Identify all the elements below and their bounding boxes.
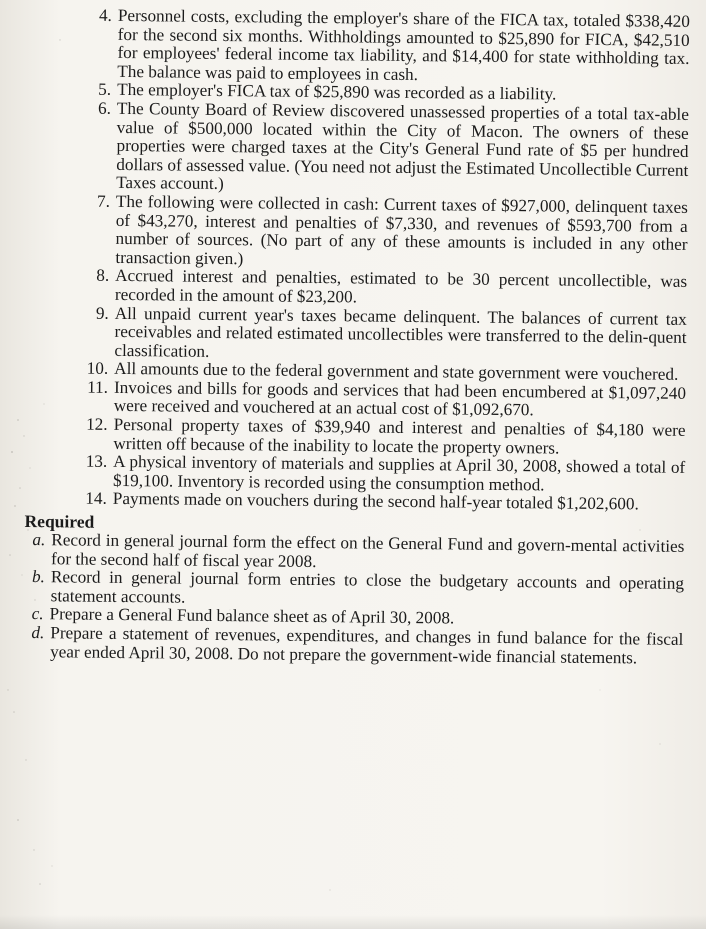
required-letter: a. <box>32 530 46 550</box>
problem-text-block <box>23 6 690 668</box>
problem-text: Invoices and bills for goods and services that had been encumbered at $1,097,240 were received and vouchered at an actual cost of $1,092,670. <box>113 377 687 420</box>
required-item-d <box>23 624 683 668</box>
problem-number: 12. <box>86 414 108 434</box>
problem-number: 10. <box>86 358 109 379</box>
problem-item-7 <box>27 192 688 273</box>
problem-item-6 <box>28 99 689 199</box>
problem-number: 6. <box>97 98 112 118</box>
required-letter: b. <box>31 567 46 587</box>
problem-number: 13. <box>85 451 108 472</box>
required-heading: Required <box>24 511 95 532</box>
problem-text: A physical inventory of materials and supplies at April 30, 2008, showed a total of $19,100. Inventory is recorded using the consumption method. <box>112 452 686 495</box>
problem-number: 8. <box>96 266 110 286</box>
problem-number: 7. <box>96 191 111 211</box>
required-text: Prepare a statement of revenues, expenditures, and changes in fund balance for the fiscal year ended April 30, 2008. Do not prepare the government-wide financial statements. <box>50 623 684 667</box>
problem-item-4 <box>29 6 690 87</box>
problem-number: 5. <box>98 80 112 100</box>
problem-text: The County Board of Review discovered unassessed properties of a total tax-able value of $500,000 located within the City of Macon. The owners of these properties were charged taxes at the City's General Fund rate of $5 per hundred dollars of assessed value. (You need not adjust the Estimated Uncollectible Current Taxes account.) <box>116 98 690 194</box>
problem-number: 4. <box>98 5 113 25</box>
problem-text: Personal property taxes of $39,940 and interest and penalties of $4,180 were written off because of the inability to locate the property owners. <box>113 414 686 458</box>
problem-text: The employer's FICA tax of $25,890 was recorded as a liability. <box>117 80 557 104</box>
required-text: Record in general journal form the effect on the General Fund and govern-mental activities for the second half of fiscal year 2008. <box>51 530 685 571</box>
problem-item-9 <box>26 303 687 366</box>
problem-text: The following were collected in cash: Current taxes of $927,000, delinquent taxes of $43,270, interest and penalties of $7,330, and revenues of $593,700 from a number of sources. (No part of any of these amounts is included in any other transaction given.) <box>115 191 689 268</box>
problem-text: Payments made on vouchers during the second half-year totaled $1,202,600. <box>112 489 639 514</box>
problem-text: All amounts due to the federal government and state government were vouchered. <box>114 359 679 385</box>
problem-text: All unpaid current year's taxes became delinquent. The balances of current tax receivables and related estimated uncollectibles were transferred to the delin-quent classification. <box>114 303 687 361</box>
problem-number: 9. <box>95 303 109 323</box>
required-text: Prepare a General Fund balance sheet as of April 30, 2008. <box>49 604 455 628</box>
required-letter: c. <box>31 604 44 624</box>
problem-number: 14. <box>85 489 107 509</box>
required-text: Record in general journal form entries to close the budgetary accounts and operating statement accounts. <box>50 567 685 607</box>
required-letter: d. <box>31 623 45 643</box>
problem-text: Personnel costs, excluding the employer's share of the FICA tax, totaled $338,420 for the second six months. Withholdings amounted to $25,890 for FICA, $42,510 for employees' federal income tax liability, and $14,400 for state withholding tax. The balance was paid to employees in cash. <box>117 5 690 84</box>
problem-text: Accrued interest and penalties, estimated to be 30 percent uncollectible, was recorded in the amount of $23,200. <box>114 266 688 307</box>
page-bottom-edge <box>0 915 706 929</box>
problem-number: 11. <box>87 377 109 397</box>
